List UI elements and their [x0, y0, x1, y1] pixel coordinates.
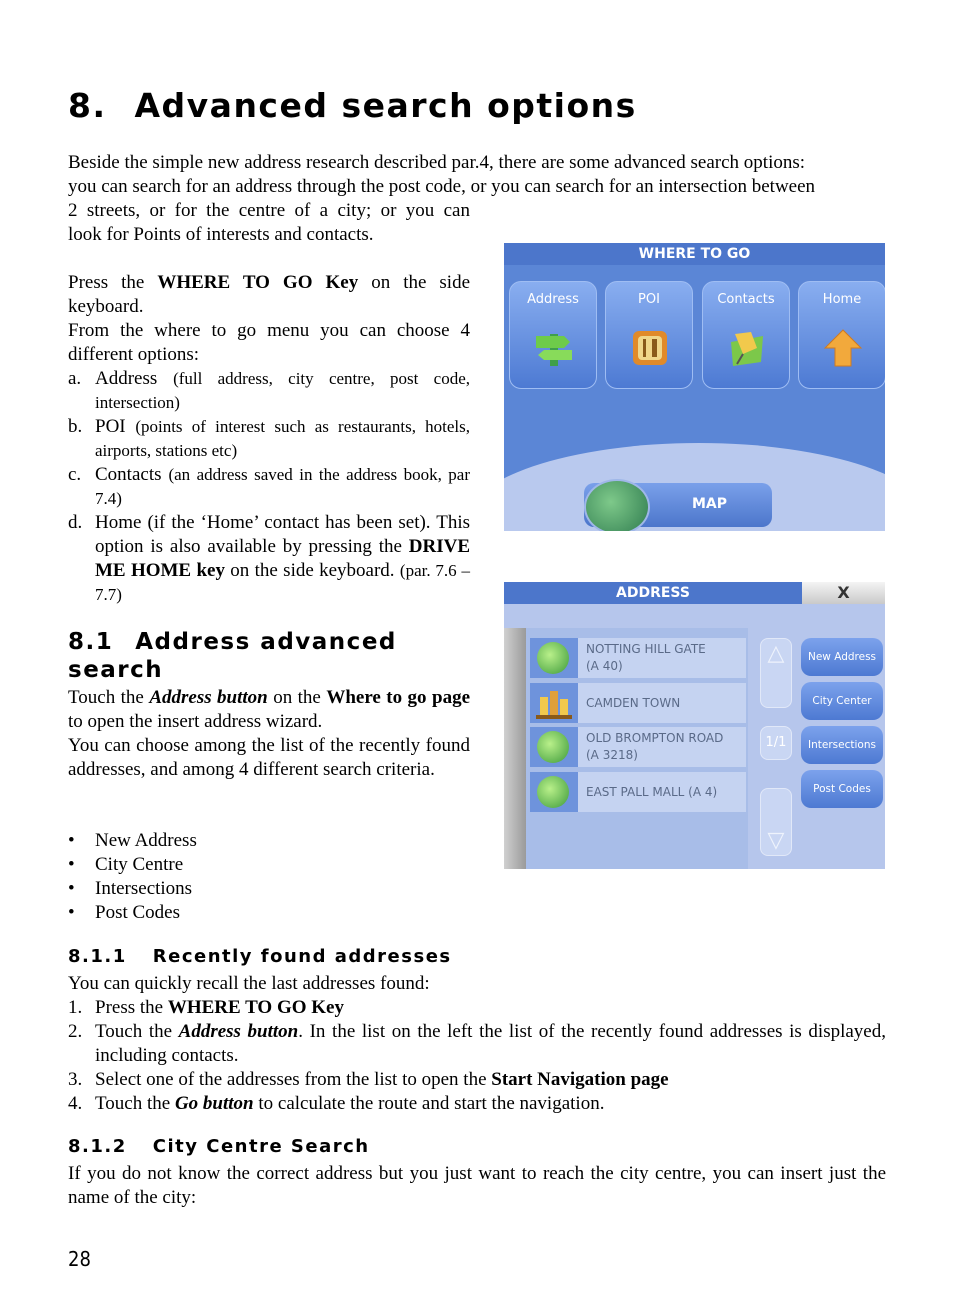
side-frame — [504, 628, 526, 869]
step-3: 3. Select one of the addresses from the list to open the Start Navigation page — [68, 1069, 669, 1090]
page-heading — [68, 86, 637, 125]
city-icon — [530, 683, 578, 723]
bullet-intersections: • Intersections — [68, 878, 193, 899]
address-button[interactable]: Address — [509, 281, 597, 389]
close-button[interactable]: X — [802, 582, 885, 604]
home-arrow-icon — [823, 328, 863, 368]
road-icon — [530, 638, 578, 678]
address-signpost-icon — [534, 328, 574, 368]
step-4: 4. Touch the Go button to calculate the route and start the navigation. — [68, 1093, 605, 1114]
bullet-new-address: • New Address — [68, 830, 197, 851]
map-button[interactable]: MAP — [584, 483, 772, 527]
step-2: 2. Touch the Address button. In the list on the left the list of the recently found addresses is displayed, including contacts. — [68, 1021, 886, 1066]
intro-line-3: 2 streets, or for the centre of a city; or you can — [68, 200, 470, 221]
contacts-button[interactable]: Contacts — [702, 281, 790, 389]
page-indicator: 1/1 — [760, 726, 792, 760]
press-key-paragraph: Press the WHERE TO GO Key on the side keyboard. — [68, 272, 471, 317]
where-to-go-title-bar: WHERE TO GO — [504, 243, 885, 265]
option-contacts: c. Contacts (an address saved in the address book, par 7.4) — [68, 464, 471, 508]
new-address-button[interactable]: New Address — [801, 638, 883, 676]
section-8-1-2-text: If you do not know the correct address but you just want to reach the city centre, you can insert just the name of the city: — [68, 1163, 886, 1208]
intersections-button[interactable]: Intersections — [801, 726, 883, 764]
option-home: d. Home (if the ‘Home’ contact has been set). This option is also available by pressing the DRIVE ME HOME key on the side keyboard. (par. 7.6 – 7.7) — [68, 512, 471, 604]
option-poi: b. POI (points of interest such as restaurants, hotels, airports, stations etc) — [68, 416, 470, 460]
poi-restaurant-icon — [630, 328, 670, 368]
recent-address-item[interactable]: CAMDEN TOWN — [530, 683, 746, 723]
page-number: 28 — [68, 1247, 91, 1271]
contacts-map-icon — [727, 328, 767, 368]
step-1: 1. Press the WHERE TO GO Key — [68, 997, 344, 1018]
intro-line-4: look for Points of interests and contacts. — [68, 224, 374, 245]
address-title-bar: ADDRESS — [504, 582, 802, 604]
post-codes-button[interactable]: Post Codes — [801, 770, 883, 808]
section-8-1-paragraph-2: You can choose among the list of the recently found addresses, and among 4 different search criteria. — [68, 735, 470, 780]
section-8-1-2-title: 8.1.2 City Centre Search — [68, 1136, 370, 1157]
scroll-down-button[interactable]: ▽ — [760, 788, 792, 856]
bullet-city-centre: • City Centre — [68, 854, 184, 875]
bullet-post-codes: • Post Codes — [68, 902, 180, 923]
address-screenshot — [504, 582, 885, 869]
road-icon — [530, 772, 578, 812]
section-8-1-title: 8.1 Address advanced search — [68, 629, 397, 683]
section-8-1-paragraph-1: Touch the Address button on the Where to go page to open the insert address wizard. — [68, 687, 470, 732]
scroll-up-button[interactable]: △ — [760, 638, 792, 708]
heading-number: 8. — [68, 86, 107, 125]
where-to-go-key-label: WHERE TO GO Key — [157, 272, 359, 293]
city-center-button[interactable]: City Center — [801, 682, 883, 720]
intro-line-2: you can search for an address through the post code, or you can search for an intersection between — [68, 176, 816, 197]
section-8-1-1-intro: You can quickly recall the last addresses found: — [68, 973, 430, 994]
intro-line-1: Beside the simple new address research described par.4, there are some advanced search options: — [68, 152, 806, 173]
where-to-go-screenshot — [504, 243, 885, 531]
section-8-1-1-title: 8.1.1 Recently found addresses — [68, 946, 452, 967]
menu-options-paragraph: From the where to go menu you can choose 4 different options: — [68, 320, 470, 365]
drive-me-home-key-label: DRIVE ME HOME key — [95, 536, 470, 581]
recent-address-item[interactable]: EAST PALL MALL (A 4) — [530, 772, 746, 812]
globe-icon — [584, 479, 650, 531]
option-address: a. Address (full address, city centre, post code, intersection) — [68, 368, 470, 412]
recent-address-item[interactable]: OLD BROMPTON ROAD (A 3218) — [530, 727, 746, 767]
road-icon — [530, 727, 578, 767]
home-button[interactable]: Home — [798, 281, 885, 389]
recent-address-item[interactable]: NOTTING HILL GATE (A 40) — [530, 638, 746, 678]
heading-title: Advanced search options — [134, 86, 637, 125]
poi-button[interactable]: POI — [605, 281, 693, 389]
